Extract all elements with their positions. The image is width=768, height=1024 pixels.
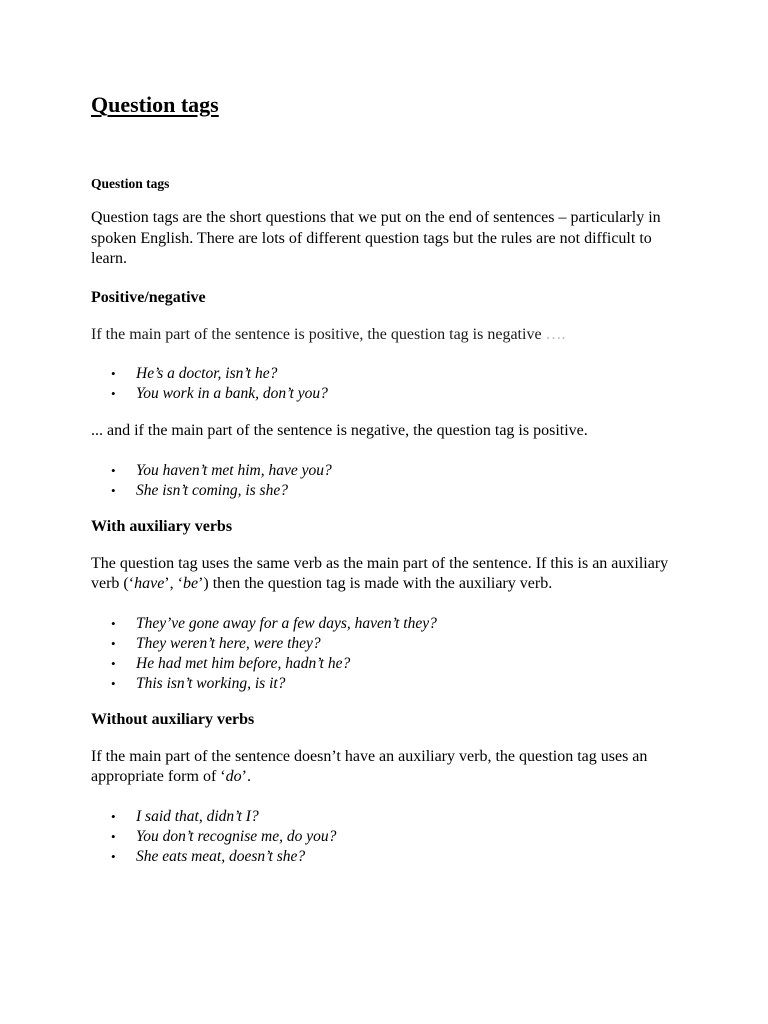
with-aux-text-a: The question tag uses the same verb as the main part of the sentence. If this is an auxiliary verb (‘ xyxy=(91,554,669,592)
positive-negative-text-1: If the main part of the sentence is positive, the question tag is negative xyxy=(91,325,542,343)
list-item: • He had met him before, hadn’t he? xyxy=(91,654,691,674)
examples-list-without-auxiliary xyxy=(91,807,691,867)
page-title: Question tags xyxy=(91,92,219,117)
examples-list-with-auxiliary xyxy=(91,614,691,694)
trailing-dots: …. xyxy=(545,325,566,343)
intro-paragraph: Question tags are the short questions that we put on the end of sentences – particularly in spoken English. There are lots of different question tags but the rules are not difficult to learn. xyxy=(91,209,661,267)
document-body xyxy=(91,176,691,884)
list-item: • They’ve gone away for a few days, haven’t they? xyxy=(91,614,691,634)
word-do: do xyxy=(225,768,242,785)
examples-list-negative xyxy=(91,461,691,501)
list-item: • They weren’t here, were they? xyxy=(91,634,691,654)
with-aux-text-b: ’, ‘ xyxy=(164,575,183,592)
without-auxiliary-paragraph xyxy=(91,747,691,788)
section-heading-positive-negative: Positive/negative xyxy=(91,288,206,306)
list-item: • She isn’t coming, is she? xyxy=(91,481,691,501)
word-have: have xyxy=(134,575,165,592)
list-item: • She eats meat, doesn’t she? xyxy=(91,847,691,867)
examples-list-positive xyxy=(91,364,691,404)
positive-negative-paragraph-2: ... and if the main part of the sentence is negative, the question tag is positive. xyxy=(91,422,588,439)
section-heading-without-auxiliary: Without auxiliary verbs xyxy=(91,710,255,728)
section-heading-with-auxiliary: With auxiliary verbs xyxy=(91,517,233,535)
list-item: • You haven’t met him, have you? xyxy=(91,461,691,481)
with-aux-text-c: ’) then the question tag is made with the auxiliary verb. xyxy=(198,575,553,592)
with-auxiliary-paragraph xyxy=(91,554,691,595)
list-item: • I said that, didn’t I? xyxy=(91,807,691,827)
positive-negative-paragraph-1 xyxy=(91,325,691,346)
list-item: • He’s a doctor, isn’t he? xyxy=(91,364,691,384)
subheading: Question tags xyxy=(91,176,170,191)
without-aux-text-a: If the main part of the sentence doesn’t have an auxiliary verb, the question tag uses an appropriate form of ‘ xyxy=(91,747,648,785)
word-be: be xyxy=(182,575,199,592)
list-item: • This isn’t working, is it? xyxy=(91,674,691,694)
list-item: • You work in a bank, don’t you? xyxy=(91,384,691,404)
list-item: • You don’t recognise me, do you? xyxy=(91,827,691,847)
without-aux-text-b: ’. xyxy=(241,768,251,785)
